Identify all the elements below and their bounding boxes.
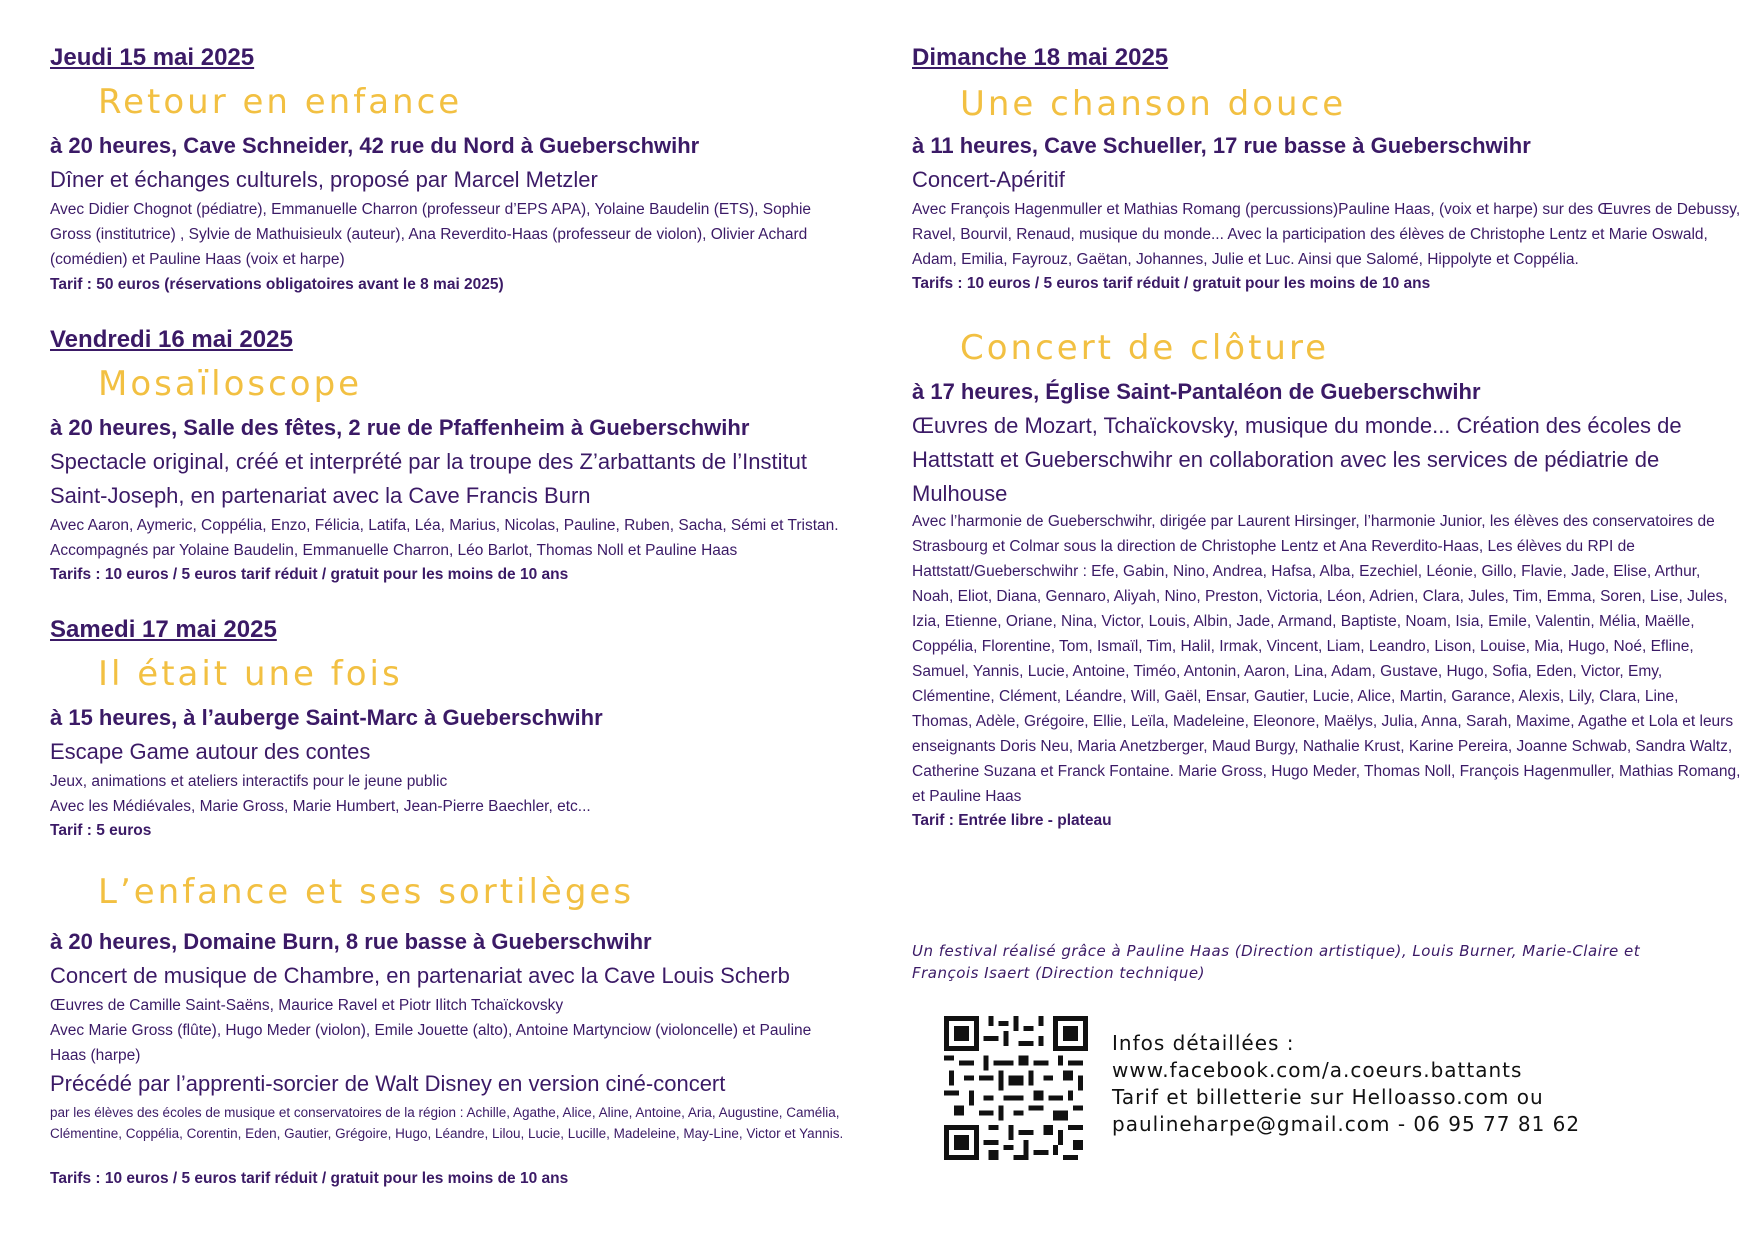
facebook-link[interactable]: www.facebook.com/a.coeurs.battants	[1112, 1058, 1523, 1082]
event-title-mosailoscope: Mosaïloscope	[98, 364, 363, 404]
event-venue: à 15 heures, à l’auberge Saint-Marc à Gueberschwihr	[50, 705, 603, 730]
event-subtitle: Dîner et échanges culturels, proposé par Marcel Metzler	[50, 167, 598, 192]
day-heading-thursday: Jeudi 15 mai 2025	[50, 44, 255, 71]
event-venue: à 20 heures, Domaine Burn, 8 rue basse à Gueberschwihr	[50, 929, 652, 954]
event-subtitle-2: Précédé par l’apprenti-sorcier de Walt Disney en version ciné-concert	[50, 1071, 726, 1096]
qr-code-icon[interactable]	[944, 1016, 1088, 1160]
info-heading: Infos détaillées :	[1112, 1031, 1295, 1055]
event-musicians: Avec Marie Gross (flûte), Hugo Meder (violon), Emile Jouette (alto), Antoine Martynciow (violoncelle) et Pauline Haas (harpe)	[50, 1022, 812, 1064]
event-subtitle: Escape Game autour des contes	[50, 739, 371, 764]
event-works: Œuvres de Camille Saint-Saëns, Maurice Ravel et Piotr Ilitch Tchaïckovsky	[50, 997, 564, 1014]
event-venue: à 17 heures, Église Saint-Pantaléon de Gueberschwihr	[912, 379, 1481, 404]
event-price: Tarifs : 10 euros / 5 euros tarif réduit / gratuit pour les moins de 10 ans	[50, 1170, 569, 1187]
event-title-retour-en-enfance: Retour en enfance	[98, 82, 463, 122]
event-guests: Avec François Hagenmuller et Mathias Romang (percussions)Pauline Haas, (voix et harpe) sur des Œuvres de Debussy, Ravel, Bourvil, Renaud, musique du monde... Avec la participation des élèves de Christophe Lentz et Marie Oswald, Adam, Emilia, Fayrouz, Gaëtan, Johannes, Julie et Luc. Ainsi que Salomé, Hippolyte et Coppélia.	[912, 201, 1741, 268]
event-title-chanson-douce: Une chanson douce	[960, 84, 1347, 124]
event-students: par les élèves des écoles de musique et conservatoires de la région : Achille, Agathe, Alice, Aline, Antoine, Aria, Augustine, Camélia, Clémentine, Coppélia, Corentin, Eden, Gautier, Grégoire, Hugo, Léandre, Lilou, Lucie, Lucille, Madeleine, May-Line, Victor et Yannis.	[50, 1105, 844, 1141]
day-heading-sunday: Dimanche 18 mai 2025	[912, 44, 1169, 71]
event-description: Jeux, animations et ateliers interactifs pour le jeune public	[50, 773, 448, 790]
event-guests: Avec Didier Chognot (pédiatre), Emmanuelle Charron (professeur d’EPS APA), Yolaine Baudelin (ETS), Sophie Gross (institutrice) , Sylvie de Mathuisieulx (auteur), Ana Reverdito-Haas (professeur de violon), Olivier Achard (comédien) et Pauline Haas (voix et harpe)	[50, 201, 812, 268]
event-price: Tarifs : 10 euros / 5 euros tarif réduit / gratuit pour les moins de 10 ans	[912, 275, 1431, 292]
event-price: Tarif : 50 euros (réservations obligatoires avant le 8 mai 2025)	[50, 276, 504, 293]
event-subtitle: Concert de musique de Chambre, en partenariat avec la Cave Louis Scherb	[50, 963, 790, 988]
event-venue: à 11 heures, Cave Schueller, 17 rue basse à Gueberschwihr	[912, 133, 1531, 158]
contact-info[interactable]: paulineharpe@gmail.com - 06 95 77 81 62	[1112, 1112, 1581, 1136]
event-title-concert-de-cloture: Concert de clôture	[960, 328, 1330, 368]
event-price: Tarif : 5 euros	[50, 822, 152, 839]
event-price: Tarif : Entrée libre - plateau	[912, 812, 1112, 829]
event-price: Tarifs : 10 euros / 5 euros tarif réduit / gratuit pour les moins de 10 ans	[50, 566, 569, 583]
event-title-enfance-sortileges: L’enfance et ses sortilèges	[98, 872, 635, 912]
ticketing-info: Tarif et billetterie sur Helloasso.com ou	[1112, 1085, 1544, 1109]
event-guests: Avec l’harmonie de Gueberschwihr, dirigée par Laurent Hirsinger, l’harmonie Junior, les élèves des conservatoires de Strasbourg et Colmar sous la direction de Christophe Lentz et Ana Reverdito-Haas, Les élèves du RPI de Hattstatt/Gueberschwihr : Efe, Gabin, Nino, Andrea, Hafsa, Alba, Ezechiel, Léonie, Gillo, Flavie, Jade, Elise, Arthur, Noah, Eliot, Diana, Gennaro, Aliyah, Nino, Preston, Victoria, Léon, Adrien, Clara, Jules, Tim, Emma, Soren, Lise, Jules, Izia, Etienne, Oriane, Nina, Victor, Louis, Albin, Jade, Armand, Baptiste, Noam, Isia, Emile, Valentin, Mélia, Maëlle, Coppélia, Florentine, Tom, Ismaïl, Tim, Halil, Irmak, Vincent, Liam, Leandro, Lison, Louise, Mia, Hugo, Noé, Efline, Samuel, Yannis, Lucie, Antoine, Timéo, Antonin, Aaron, Lina, Adam, Gustave, Hugo, Sofia, Eden, Victor, Emy, Clémentine, Clément, Léandre, Will, Gaël, Ensar, Gautier, Lucie, Alice, Martin, Garance, Alexis, Lily, Clara, Line, Thomas, Adèle, Grégoire, Ellie, Leïla, Madeleine, Eleonore, Maëlys, Julia, Anna, Sarah, Maxime, Agathe et Lola et leurs enseignants Doris Neu, Maria Anetzberger, Maud Burgy, Nathalie Krust, Karine Pereira, Joanne Schwab, Sandra Waltz, Catherine Suzana et Franck Fontaine. Marie Gross, Hugo Meder, Thomas Noll, François Hagenmuller, Mathias Romang, et Pauline Haas	[912, 513, 1741, 805]
festival-credits: Un festival réalisé grâce à Pauline Haas (Direction artistique), Louis Burner, Marie-Claire et François Isaert (Direction technique)	[912, 942, 1641, 982]
day-heading-saturday: Samedi 17 mai 2025	[50, 616, 277, 643]
day-heading-friday: Vendredi 16 mai 2025	[50, 326, 293, 353]
event-subtitle: Spectacle original, créé et interprété par la troupe des Z’arbattants de l’Institut Saint-Joseph, en partenariat avec la Cave Francis Burn	[50, 449, 807, 508]
event-subtitle: Œuvres de Mozart, Tchaïckovsky, musique du monde... Création des écoles de Hattstatt et Gueberschwihr en collaboration avec les services de pédiatrie de Mulhouse	[912, 413, 1682, 506]
event-title-il-etait-une-fois: Il était une fois	[98, 654, 403, 694]
event-subtitle: Concert-Apéritif	[912, 167, 1065, 192]
event-venue: à 20 heures, Cave Schneider, 42 rue du Nord à Gueberschwihr	[50, 133, 700, 158]
event-guests: Avec les Médiévales, Marie Gross, Marie Humbert, Jean-Pierre Baechler, etc...	[50, 798, 591, 815]
event-venue: à 20 heures, Salle des fêtes, 2 rue de Pfaffenheim à Gueberschwihr	[50, 415, 750, 440]
event-guests: Avec Aaron, Aymeric, Coppélia, Enzo, Félicia, Latifa, Léa, Marius, Nicolas, Pauline, Ruben, Sacha, Sémi et Tristan. Accompagnés par Yolaine Baudelin, Emmanuelle Charron, Léo Barlot, Thomas Noll et Pauline Haas	[50, 517, 839, 559]
info-block	[1112, 1030, 1672, 1138]
